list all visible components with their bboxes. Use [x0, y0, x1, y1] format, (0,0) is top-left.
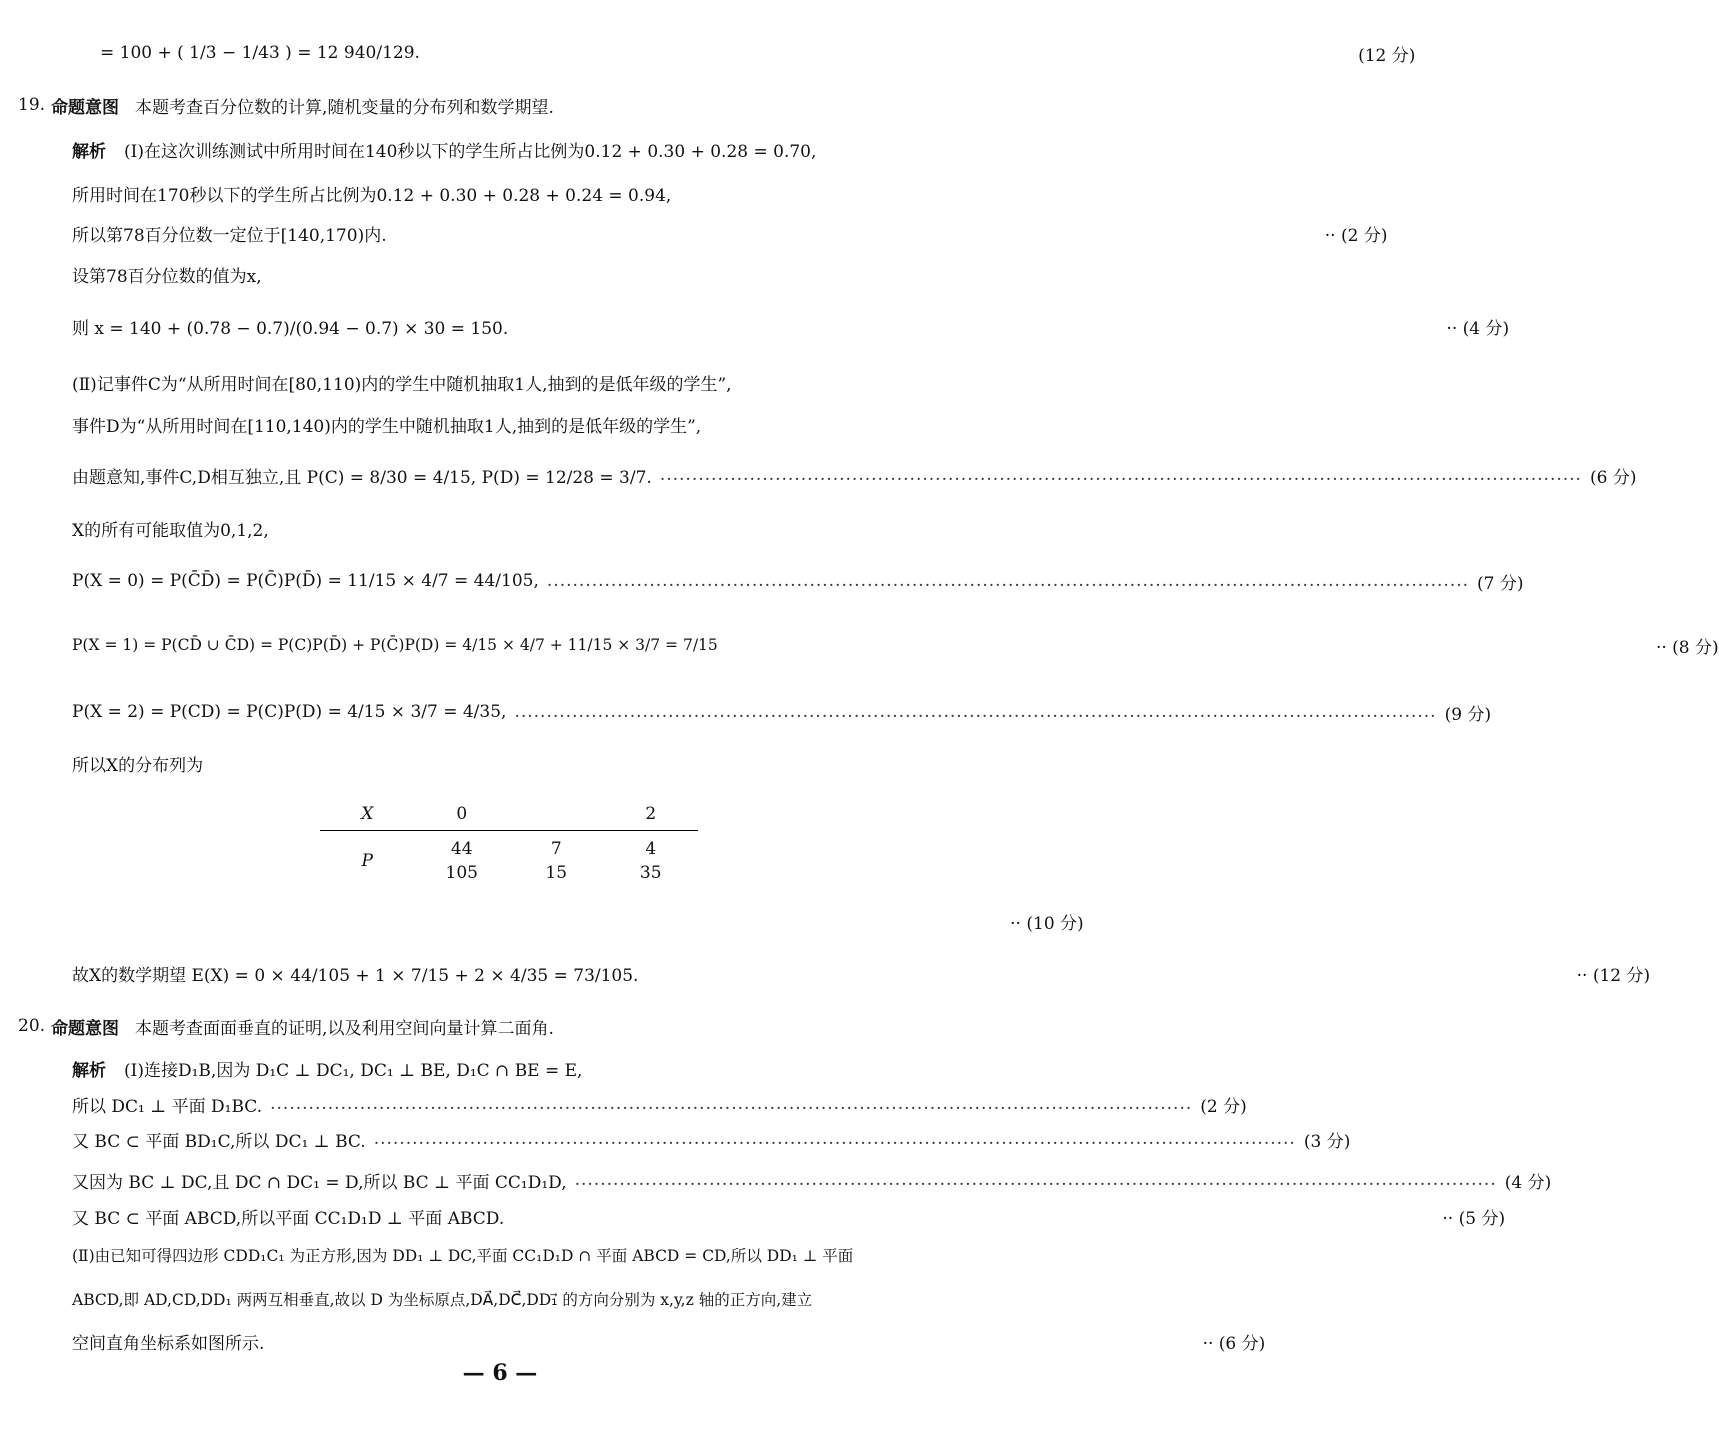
line-score: ·· (10 分) — [1010, 913, 1084, 934]
line-text: P(X = 1) = P(CD̄ ∪ C̄D) = P(C)P(D̄) + P(C̄)P(D) = 4/15 × 4/7 + 11/15 × 3/7 = 7/15 — [72, 636, 718, 654]
line-score: ·· (12 分) — [1576, 965, 1651, 986]
line-1 — [100, 38, 1416, 68]
line-19 — [72, 1053, 944, 1083]
line-5 — [72, 218, 1388, 248]
dot-leader: ................................................................................................................................................ — [373, 1129, 1296, 1149]
line-23 — [72, 1201, 1506, 1231]
line-text: P(X = 0) = P(C̄D̄) = P(C̄)P(D̄) = 11/15 × 4/7 = 44/105, — [72, 571, 539, 591]
line-text: 所以第78百分位数一定位于[140,170)内. — [72, 225, 387, 246]
fraction-denominator: 105 — [445, 863, 478, 883]
line-text: 事件D为“从所用时间在[110,140)内的学生中随机抽取1人,抽到的是低年级的学生”, — [72, 416, 702, 437]
section-label: 命题意图 — [51, 97, 120, 118]
line-text: 所以X的分布列为 — [72, 755, 204, 776]
line-score: ·· (6 分) — [1202, 1333, 1266, 1354]
line-12 — [72, 566, 1524, 596]
line-15 — [72, 748, 944, 778]
line-text: X的所有可能取值为0,1,2, — [72, 520, 269, 541]
table-cell — [415, 831, 510, 885]
line-text: (Ⅱ)由已知可得四边形 CDD₁C₁ 为正方形,因为 DD₁ ⊥ DC,平面 CC₁D₁D ∩ 平面 ABCD = CD,所以 DD₁ ⊥ 平面 — [72, 1247, 854, 1265]
line-text: 由题意知,事件C,D相互独立,且 P(C) = 8/30 = 4/15, P(D) = 12/28 = 3/7. — [72, 467, 652, 488]
line-25 — [72, 1284, 944, 1314]
table-row-label: P — [361, 851, 373, 871]
table-header-cell: X — [361, 804, 374, 824]
line-text: 又 BC ⊂ 平面 ABCD,所以平面 CC₁D₁D ⊥ 平面 ABCD. — [72, 1208, 505, 1229]
dot-leader: ................................................................................................................................................ — [270, 1094, 1193, 1114]
line-26 — [72, 1326, 1266, 1356]
line-20 — [72, 1089, 1247, 1119]
line-score: (12 分) — [1358, 45, 1416, 66]
line-9 — [72, 409, 944, 439]
table-row — [320, 831, 698, 885]
line-11 — [72, 513, 944, 543]
line-text: (Ⅰ)在这次训练测试中所用时间在140秒以下的学生所占比例为0.12 + 0.30 + 0.28 = 0.70, — [124, 141, 817, 162]
table-cell — [509, 831, 604, 885]
dot-leader: ................................................................................................................................................ — [546, 571, 1470, 591]
table-header-row — [320, 798, 698, 831]
line-text: 所以 DC₁ ⊥ 平面 D₁BC. — [72, 1096, 263, 1117]
line-text: 本题考查面面垂直的证明,以及利用空间向量计算二面角. — [135, 1018, 554, 1039]
fraction-denominator: 35 — [639, 863, 662, 883]
line-score: (3 分) — [1303, 1131, 1351, 1152]
section-label: 命题意图 — [51, 1018, 120, 1039]
line-text: 所用时间在170秒以下的学生所占比例为0.12 + 0.30 + 0.28 + 0.24 = 0.94, — [72, 185, 672, 206]
table-cell — [604, 831, 699, 885]
distribution-table — [320, 798, 698, 885]
line-score: (7 分) — [1477, 573, 1524, 594]
line-24 — [72, 1240, 944, 1270]
line-score: ·· (4 分) — [1446, 318, 1510, 339]
line-score: ·· (8 分) — [1655, 637, 1719, 658]
fraction-numerator: 7 — [550, 839, 562, 859]
section-label: 解析 — [72, 1060, 106, 1081]
line-text: (Ⅰ)连接D₁B,因为 D₁C ⊥ DC₁, DC₁ ⊥ BE, D₁C ∩ BE = E, — [124, 1060, 583, 1081]
line-14 — [72, 697, 1492, 727]
line-text: 故X的数学期望 E(X) = 0 × 44/105 + 1 × 7/15 + 2 × 4/35 = 73/105. — [72, 965, 639, 986]
line-text: P(X = 2) = P(CD) = P(C)P(D) = 4/15 × 3/7 = 4/35, — [72, 702, 507, 722]
line-text: ABCD,即 AD,CD,DD₁ 两两互相垂直,故以 D 为坐标原点,DA⃗,DC⃗,DD₁⃗ 的方向分别为 x,y,z 轴的正方向,建立 — [72, 1291, 813, 1309]
line-13 — [72, 630, 1719, 660]
line-text: 则 x = 140 + (0.78 − 0.7)/(0.94 − 0.7) × 30 = 150. — [72, 318, 509, 339]
dot-leader: ................................................................................................................................................ — [574, 1170, 1497, 1190]
line-10 — [72, 460, 1637, 490]
page-number: — 6 — — [462, 1360, 538, 1386]
line-score: ·· (5 分) — [1442, 1208, 1506, 1229]
line-text: 又 BC ⊂ 平面 BD₁C,所以 DC₁ ⊥ BC. — [72, 1131, 366, 1152]
line-text: 设第78百分位数的值为x, — [72, 266, 262, 287]
line-text: 本题考查百分位数的计算,随机变量的分布列和数学期望. — [135, 97, 554, 118]
line-text: 又因为 BC ⊥ DC,且 DC ∩ DC₁ = D,所以 BC ⊥ 平面 CC₁D₁D, — [72, 1172, 567, 1193]
line-4 — [72, 178, 944, 208]
line-score: (9 分) — [1444, 704, 1492, 725]
line-6 — [72, 259, 944, 289]
line-17 — [72, 958, 1651, 988]
line-score: (2 分) — [1200, 1096, 1247, 1117]
line-score: (4 分) — [1504, 1172, 1552, 1193]
dot-leader: ................................................................................................................................................ — [514, 702, 1437, 722]
fraction-numerator: 4 — [645, 839, 657, 859]
line-7 — [72, 311, 1510, 341]
line-text: = 100 + ( 1/3 − 1/43 ) = 12 940/129. — [100, 43, 420, 63]
fraction-numerator: 44 — [450, 839, 473, 859]
question-number: 20. — [18, 1016, 46, 1036]
line-2 — [18, 90, 944, 120]
section-label: 解析 — [72, 141, 106, 162]
table-header-cell: 2 — [645, 804, 657, 824]
line-22 — [72, 1165, 1552, 1195]
table-header-cell: 0 — [456, 804, 468, 824]
line-18 — [18, 1011, 944, 1041]
fraction-denominator: 15 — [545, 863, 568, 883]
line-21 — [72, 1124, 1351, 1154]
line-text: (Ⅱ)记事件C为“从所用时间在[80,110)内的学生中随机抽取1人,抽到的是低年级的学生”, — [72, 374, 732, 395]
line-text: 空间直角坐标系如图所示. — [72, 1333, 265, 1354]
question-number: 19. — [18, 95, 46, 115]
dot-leader: ................................................................................................................................................ — [659, 465, 1582, 485]
line-16 — [72, 906, 1084, 936]
line-score: ·· (2 分) — [1324, 225, 1388, 246]
line-score: (6 分) — [1589, 467, 1637, 488]
line-8 — [72, 367, 944, 397]
line-3 — [72, 134, 944, 164]
